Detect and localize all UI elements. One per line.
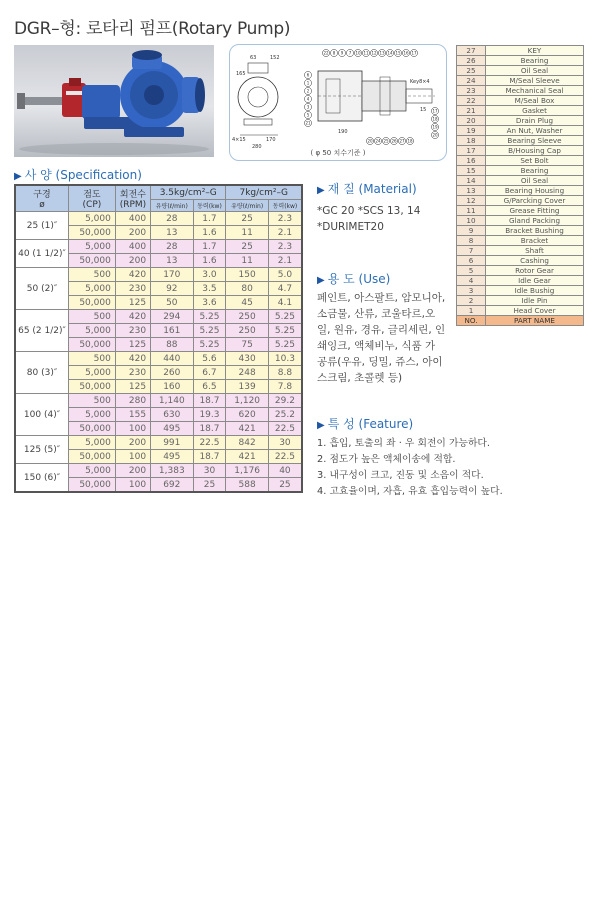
svg-text:19: 19 — [432, 124, 438, 130]
svg-text:10: 10 — [355, 50, 361, 56]
svg-text:25: 25 — [383, 138, 389, 144]
spec-cell: 92 — [151, 282, 193, 296]
svg-text:170: 170 — [266, 137, 276, 143]
spec-row — [15, 240, 302, 254]
spec-cell: 80 — [226, 282, 268, 296]
use-line: 공류(우유, 딩밀, 쥬스, 아이 — [317, 356, 443, 368]
spec-cell: 25 — [226, 212, 268, 226]
spec-cell: 50,000 — [69, 226, 116, 240]
spec-cell: 440 — [151, 352, 193, 366]
svg-text:26: 26 — [391, 138, 397, 144]
part-number: 17 — [457, 146, 486, 156]
part-name: Cashing — [486, 256, 584, 266]
spec-cell: 588 — [226, 478, 268, 493]
spec-cell: 620 — [226, 408, 268, 422]
spec-cell: 250 — [226, 324, 268, 338]
part-name: Idle Bushig — [486, 286, 584, 296]
part-number: 22 — [457, 96, 486, 106]
part-row — [457, 246, 584, 256]
part-name: Bracket — [486, 236, 584, 246]
spec-cell: 40 — [268, 464, 302, 478]
spec-cell: 1.6 — [193, 226, 226, 240]
spec-cell: 6.5 — [193, 380, 226, 394]
part-row — [457, 156, 584, 166]
part-number: 24 — [457, 76, 486, 86]
spec-row — [15, 464, 302, 478]
part-row — [457, 46, 584, 56]
spec-size-cell: 25 (1)″ — [15, 212, 69, 240]
svg-text:17: 17 — [432, 108, 438, 114]
spec-cell: 250 — [226, 310, 268, 324]
part-name: M/Seal Sleeve — [486, 76, 584, 86]
part-row — [457, 66, 584, 76]
spec-size-cell: 100 (4)″ — [15, 394, 69, 436]
spec-cell: 692 — [151, 478, 193, 493]
part-row — [457, 196, 584, 206]
spec-cell: 5.25 — [268, 338, 302, 352]
svg-text:15: 15 — [395, 50, 401, 56]
part-number: 2 — [457, 296, 486, 306]
spec-cell: 280 — [115, 394, 150, 408]
spec-cell: 28 — [151, 240, 193, 254]
part-name: B/Housing Cap — [486, 146, 584, 156]
spec-cell: 88 — [151, 338, 193, 352]
part-name: PART NAME — [486, 316, 584, 326]
use-line: 소금물, 산류, 코울타르,오 — [317, 308, 436, 320]
spec-cell: 50,000 — [69, 422, 116, 436]
part-number: 18 — [457, 136, 486, 146]
svg-text:20: 20 — [367, 138, 373, 144]
part-name: An Nut, Washer — [486, 126, 584, 136]
spec-row — [15, 394, 302, 408]
spec-cell: 842 — [226, 436, 268, 450]
spec-cell: 200 — [115, 436, 150, 450]
spec-cell: 160 — [151, 380, 193, 394]
part-name: M/Seal Box — [486, 96, 584, 106]
col-power-7: 동력(kw) — [268, 200, 302, 212]
part-row — [457, 286, 584, 296]
spec-cell: 500 — [69, 352, 116, 366]
spec-cell: 420 — [115, 310, 150, 324]
spec-cell: 421 — [226, 450, 268, 464]
spec-cell: 18.7 — [193, 450, 226, 464]
svg-text:24: 24 — [375, 138, 381, 144]
feature-item: 4. 고효율이며, 자흡, 유효 흡입능력이 높다. — [317, 486, 503, 497]
spec-cell: 4.7 — [268, 282, 302, 296]
spec-cell: 230 — [115, 324, 150, 338]
part-row — [457, 136, 584, 146]
part-row — [457, 296, 584, 306]
svg-text:190: 190 — [338, 129, 348, 135]
spec-cell: 7.8 — [268, 380, 302, 394]
feature-item: 1. 흡입, 토출의 좌 · 우 회전이 가능하다. — [317, 438, 490, 449]
svg-text:11: 11 — [363, 50, 369, 56]
spec-cell: 1.7 — [193, 240, 226, 254]
part-row — [457, 96, 584, 106]
spec-cell: 25 — [226, 240, 268, 254]
svg-text:20: 20 — [432, 132, 438, 138]
part-number: 9 — [457, 226, 486, 236]
spec-cell: 5,000 — [69, 212, 116, 226]
spec-cell: 50,000 — [69, 296, 116, 310]
spec-cell: 100 — [115, 450, 150, 464]
part-name: Set Bolt — [486, 156, 584, 166]
part-name: Idle Gear — [486, 276, 584, 286]
part-number: 16 — [457, 156, 486, 166]
svg-text:9: 9 — [340, 50, 344, 56]
spec-cell: 2.3 — [268, 240, 302, 254]
spec-cell: 991 — [151, 436, 193, 450]
feature-item: 2. 점도가 높은 액체이송에 적합. — [317, 454, 456, 465]
spec-cell: 5,000 — [69, 282, 116, 296]
part-name: Drain Plug — [486, 116, 584, 126]
spec-cell: 3.5 — [193, 282, 226, 296]
spec-cell: 155 — [115, 408, 150, 422]
spec-size-cell: 150 (6)″ — [15, 464, 69, 493]
spec-size-cell: 125 (5)″ — [15, 436, 69, 464]
spec-heading: ▶ 사 양 (Specification) — [14, 168, 142, 182]
parts-list-table — [456, 45, 584, 326]
spec-cell: 3.0 — [193, 268, 226, 282]
spec-cell: 2.1 — [268, 226, 302, 240]
spec-cell: 18.7 — [193, 422, 226, 436]
spec-cell: 13 — [151, 254, 193, 268]
spec-cell: 5,000 — [69, 408, 116, 422]
svg-text:7: 7 — [348, 50, 352, 56]
part-number: 25 — [457, 66, 486, 76]
spec-size-cell: 65 (2 1/2)″ — [15, 310, 69, 352]
spec-cell: 495 — [151, 450, 193, 464]
triangle-icon: ▶ — [317, 275, 325, 286]
svg-text:152: 152 — [270, 55, 280, 61]
part-name: Gland Packing — [486, 216, 584, 226]
svg-text:6: 6 — [306, 72, 310, 78]
part-row — [457, 226, 584, 236]
part-name: G/Parcking Cover — [486, 196, 584, 206]
spec-cell: 25 — [193, 478, 226, 493]
part-number: 21 — [457, 106, 486, 116]
spec-cell: 125 — [115, 296, 150, 310]
spec-cell: 5,000 — [69, 436, 116, 450]
spec-cell: 45 — [226, 296, 268, 310]
col-viscosity: 점도 (CP) — [69, 185, 116, 212]
spec-cell: 2.1 — [268, 254, 302, 268]
triangle-icon: ▶ — [317, 420, 325, 431]
col-speed: 회전수 (RPM) — [115, 185, 150, 212]
part-number: 10 — [457, 216, 486, 226]
part-row — [457, 206, 584, 216]
spec-cell: 5,000 — [69, 240, 116, 254]
feature-heading: ▶ 특 성 (Feature) — [317, 417, 414, 431]
part-row — [457, 176, 584, 186]
part-row — [457, 216, 584, 226]
pump-photo — [14, 45, 214, 157]
part-number: 7 — [457, 246, 486, 256]
spec-cell: 2.3 — [268, 212, 302, 226]
svg-text:280: 280 — [252, 144, 262, 150]
spec-cell: 50,000 — [69, 450, 116, 464]
part-number: 13 — [457, 186, 486, 196]
part-name: Bracket Bushing — [486, 226, 584, 236]
spec-size-cell: 50 (2)″ — [15, 268, 69, 310]
spec-row — [15, 352, 302, 366]
part-row — [457, 266, 584, 276]
svg-text:4×15: 4×15 — [232, 137, 246, 143]
col-flow-7: 유량(ℓ/min) — [226, 200, 268, 212]
spec-cell: 248 — [226, 366, 268, 380]
spec-row — [15, 310, 302, 324]
drawing-caption: ( φ 50 치수기준 ) — [310, 149, 366, 157]
part-number: 3 — [457, 286, 486, 296]
col-pressure-7: 7kg/cm²–G — [226, 185, 302, 200]
spec-cell: 4.1 — [268, 296, 302, 310]
spec-cell: 3.6 — [193, 296, 226, 310]
svg-text:5: 5 — [306, 112, 310, 118]
use-line: 스크림, 초콜렛 등) — [317, 372, 403, 384]
spec-cell: 230 — [115, 366, 150, 380]
spec-cell: 1,383 — [151, 464, 193, 478]
spec-cell: 500 — [69, 268, 116, 282]
spec-cell: 5.25 — [268, 310, 302, 324]
part-number: 12 — [457, 196, 486, 206]
material-line: *GC 20 *SCS 13, 14 — [317, 205, 421, 217]
spec-cell: 50,000 — [69, 254, 116, 268]
svg-text:22: 22 — [323, 50, 329, 56]
spec-cell: 125 — [115, 338, 150, 352]
part-number: 14 — [457, 176, 486, 186]
svg-text:63: 63 — [250, 55, 257, 61]
spec-cell: 420 — [115, 268, 150, 282]
svg-text:4: 4 — [306, 96, 310, 102]
spec-cell: 125 — [115, 380, 150, 394]
spec-cell: 25.2 — [268, 408, 302, 422]
spec-cell: 25 — [268, 478, 302, 493]
svg-text:1: 1 — [306, 80, 310, 86]
spec-cell: 294 — [151, 310, 193, 324]
part-row — [457, 276, 584, 286]
spec-cell: 30 — [193, 464, 226, 478]
part-name: Bearing Housing — [486, 186, 584, 196]
part-name: Bearing Sleeve — [486, 136, 584, 146]
part-row — [457, 56, 584, 66]
spec-cell: 50,000 — [69, 478, 116, 493]
spec-cell: 5.0 — [268, 268, 302, 282]
spec-cell: 150 — [226, 268, 268, 282]
cross-section-drawing — [229, 44, 447, 161]
part-row — [457, 116, 584, 126]
spec-cell: 50 — [151, 296, 193, 310]
use-line: 쇄잉크, 액체비누, 식품 가 — [317, 340, 436, 352]
parts-header-row — [457, 316, 584, 326]
spec-cell: 5.6 — [193, 352, 226, 366]
spec-cell: 400 — [115, 212, 150, 226]
page-title: DGR–형: 로타리 펌프(Rotary Pump) — [14, 19, 291, 39]
svg-text:18: 18 — [407, 138, 413, 144]
svg-text:15: 15 — [420, 107, 427, 113]
feature-list — [317, 436, 503, 500]
spec-cell: 1,176 — [226, 464, 268, 478]
spec-cell: 1,120 — [226, 394, 268, 408]
svg-text:8: 8 — [332, 50, 336, 56]
svg-text:17: 17 — [411, 50, 417, 56]
spec-cell: 170 — [151, 268, 193, 282]
part-row — [457, 256, 584, 266]
spec-cell: 11 — [226, 254, 268, 268]
spec-cell: 495 — [151, 422, 193, 436]
part-row — [457, 306, 584, 316]
svg-text:3: 3 — [306, 104, 310, 110]
spec-cell: 8.8 — [268, 366, 302, 380]
spec-cell: 22.5 — [193, 436, 226, 450]
spec-size-cell: 40 (1 1/2)″ — [15, 240, 69, 268]
spec-cell: 28 — [151, 212, 193, 226]
svg-text:2: 2 — [306, 88, 310, 94]
part-number: NO. — [457, 316, 486, 326]
spec-cell: 30 — [268, 436, 302, 450]
svg-text:14: 14 — [387, 50, 393, 56]
col-size: 구경 ø — [15, 185, 69, 212]
spec-cell: 200 — [115, 254, 150, 268]
part-number: 6 — [457, 256, 486, 266]
part-number: 1 — [457, 306, 486, 316]
svg-text:12: 12 — [371, 50, 377, 56]
spec-cell: 5.25 — [193, 310, 226, 324]
spec-cell: 5,000 — [69, 366, 116, 380]
part-name: Shaft — [486, 246, 584, 256]
spec-cell: 22.5 — [268, 450, 302, 464]
svg-text:Key8×4: Key8×4 — [410, 79, 430, 85]
part-number: 11 — [457, 206, 486, 216]
spec-cell: 420 — [115, 352, 150, 366]
spec-cell: 75 — [226, 338, 268, 352]
part-row — [457, 186, 584, 196]
spec-cell: 5,000 — [69, 464, 116, 478]
spec-cell: 1.6 — [193, 254, 226, 268]
part-number: 26 — [457, 56, 486, 66]
spec-cell: 6.7 — [193, 366, 226, 380]
use-line: 페인트, 아스팔트, 암모니아, — [317, 292, 446, 304]
part-row — [457, 166, 584, 176]
col-power-35: 동력(kw) — [193, 200, 226, 212]
part-name: Idle Pin — [486, 296, 584, 306]
spec-row — [15, 436, 302, 450]
spec-cell: 50,000 — [69, 338, 116, 352]
part-name: Head Cover — [486, 306, 584, 316]
part-row — [457, 126, 584, 136]
spec-table — [14, 184, 303, 493]
use-heading: ▶ 용 도 (Use) — [317, 272, 391, 286]
part-number: 23 — [457, 86, 486, 96]
spec-cell: 630 — [151, 408, 193, 422]
spec-cell: 500 — [69, 394, 116, 408]
spec-cell: 161 — [151, 324, 193, 338]
part-number: 27 — [457, 46, 486, 56]
material-list — [317, 203, 420, 235]
part-number: 4 — [457, 276, 486, 286]
part-number: 5 — [457, 266, 486, 276]
spec-cell: 11 — [226, 226, 268, 240]
spec-cell: 18.7 — [193, 394, 226, 408]
part-name: Rotor Gear — [486, 266, 584, 276]
svg-text:165: 165 — [236, 71, 246, 77]
spec-cell: 400 — [115, 240, 150, 254]
svg-text:16: 16 — [403, 50, 409, 56]
part-number: 20 — [457, 116, 486, 126]
material-heading: ▶ 재 질 (Material) — [317, 182, 417, 196]
spec-cell: 5.25 — [193, 324, 226, 338]
part-row — [457, 146, 584, 156]
spec-cell: 10.3 — [268, 352, 302, 366]
part-number: 8 — [457, 236, 486, 246]
col-pressure-35: 3.5kg/cm²–G — [151, 185, 226, 200]
part-number: 15 — [457, 166, 486, 176]
part-name: Oil Seal — [486, 176, 584, 186]
svg-text:18: 18 — [432, 116, 438, 122]
spec-cell: 19.3 — [193, 408, 226, 422]
spec-cell: 1,140 — [151, 394, 193, 408]
spec-cell: 1.7 — [193, 212, 226, 226]
svg-text:13: 13 — [379, 50, 385, 56]
triangle-icon: ▶ — [14, 171, 22, 182]
spec-cell: 500 — [69, 310, 116, 324]
spec-cell: 200 — [115, 226, 150, 240]
svg-text:21: 21 — [305, 120, 311, 126]
spec-cell: 430 — [226, 352, 268, 366]
spec-cell: 421 — [226, 422, 268, 436]
spec-row — [15, 268, 302, 282]
col-flow-35: 유량(ℓ/min) — [151, 200, 193, 212]
spec-cell: 50,000 — [69, 380, 116, 394]
triangle-icon: ▶ — [317, 185, 325, 196]
use-text — [317, 290, 445, 386]
spec-cell: 100 — [115, 478, 150, 493]
spec-cell: 29.2 — [268, 394, 302, 408]
spec-cell: 5.25 — [268, 324, 302, 338]
spec-cell: 5,000 — [69, 324, 116, 338]
part-row — [457, 86, 584, 96]
svg-text:27: 27 — [399, 138, 405, 144]
part-number: 19 — [457, 126, 486, 136]
part-name: Bearing — [486, 166, 584, 176]
part-name: KEY — [486, 46, 584, 56]
part-name: Gasket — [486, 106, 584, 116]
part-row — [457, 106, 584, 116]
part-name: Mechanical Seal — [486, 86, 584, 96]
spec-size-cell: 80 (3)″ — [15, 352, 69, 394]
part-name: Bearing — [486, 56, 584, 66]
spec-cell: 5.25 — [193, 338, 226, 352]
part-row — [457, 236, 584, 246]
spec-cell: 22.5 — [268, 422, 302, 436]
part-row — [457, 76, 584, 86]
spec-cell: 100 — [115, 422, 150, 436]
use-line: 일, 원유, 경유, 글리세린, 인 — [317, 324, 446, 336]
part-name: Oil Seal — [486, 66, 584, 76]
spec-row — [15, 212, 302, 226]
part-name: Grease Fitting — [486, 206, 584, 216]
spec-cell: 260 — [151, 366, 193, 380]
spec-cell: 230 — [115, 282, 150, 296]
spec-cell: 139 — [226, 380, 268, 394]
spec-cell: 200 — [115, 464, 150, 478]
feature-item: 3. 내구성이 크고, 진동 및 소음이 적다. — [317, 470, 484, 481]
material-line: *DURIMET20 — [317, 221, 384, 233]
spec-cell: 13 — [151, 226, 193, 240]
